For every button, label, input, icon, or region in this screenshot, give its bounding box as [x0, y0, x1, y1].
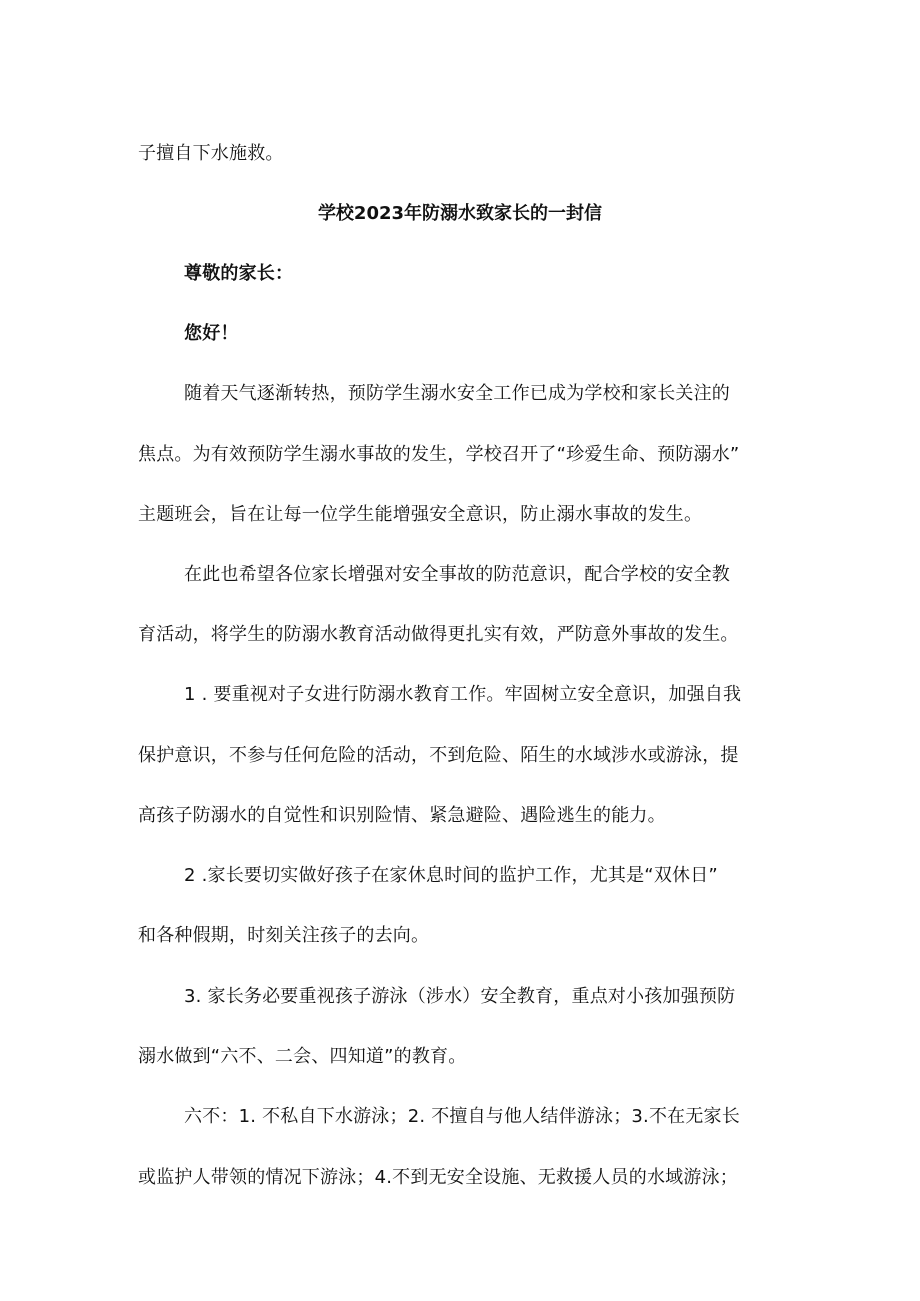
paragraph-line: 2 .家长要切实做好孩子在家休息时间的监护工作，尤其是“双休日”: [184, 865, 718, 886]
greeting: 您好！: [184, 323, 239, 344]
paragraph-line: 主题班会，旨在让每一位学生能增强安全意识，防止溺水事故的发生。: [138, 504, 703, 525]
letter-title: 学校2023年防溺水致家长的一封信: [317, 203, 603, 224]
paragraph-line: 和各种假期，时刻关注孩子的去向。: [138, 925, 430, 946]
paragraph-line: 随着天气逐渐转热，预防学生溺水安全工作已成为学校和家长关注的: [184, 383, 730, 404]
carryover-line: 子擅自下水施救。: [138, 143, 284, 164]
paragraph-line: 六不：1. 不私自下水游泳；2. 不擅自与他人结伴游泳；3.不在无家长: [184, 1106, 740, 1127]
paragraph-line: 高孩子防溺水的自觉性和识别险情、紧急避险、遇险逃生的能力。: [138, 805, 666, 826]
paragraph-line: 育活动，将学生的防溺水教育活动做得更扎实有效，严防意外事故的发生。: [138, 624, 739, 645]
paragraph-line: 保护意识，不参与任何危险的活动，不到危险、陌生的水域涉水或游泳，提: [138, 745, 739, 766]
paragraph-line: 焦点。为有效预防学生溺水事故的发生，学校召开了“珍爱生命、预防溺水”: [138, 444, 740, 465]
paragraph-line: 在此也希望各位家长增强对安全事故的防范意识，配合学校的安全教: [184, 564, 730, 585]
paragraph-line: 溺水做到“六不、二会、四知道”的教育。: [138, 1046, 467, 1067]
paragraph-line: 3. 家长务必要重视孩子游泳（涉水）安全教育，重点对小孩加强预防: [184, 986, 736, 1007]
paragraph-line: 或监护人带领的情况下游泳；4.不到无安全设施、无救援人员的水域游泳；: [138, 1167, 738, 1188]
paragraph-line: 1 . 要重视对子女进行防溺水教育工作。牢固树立安全意识，加强自我: [184, 684, 742, 705]
salutation: 尊敬的家长：: [184, 263, 294, 284]
